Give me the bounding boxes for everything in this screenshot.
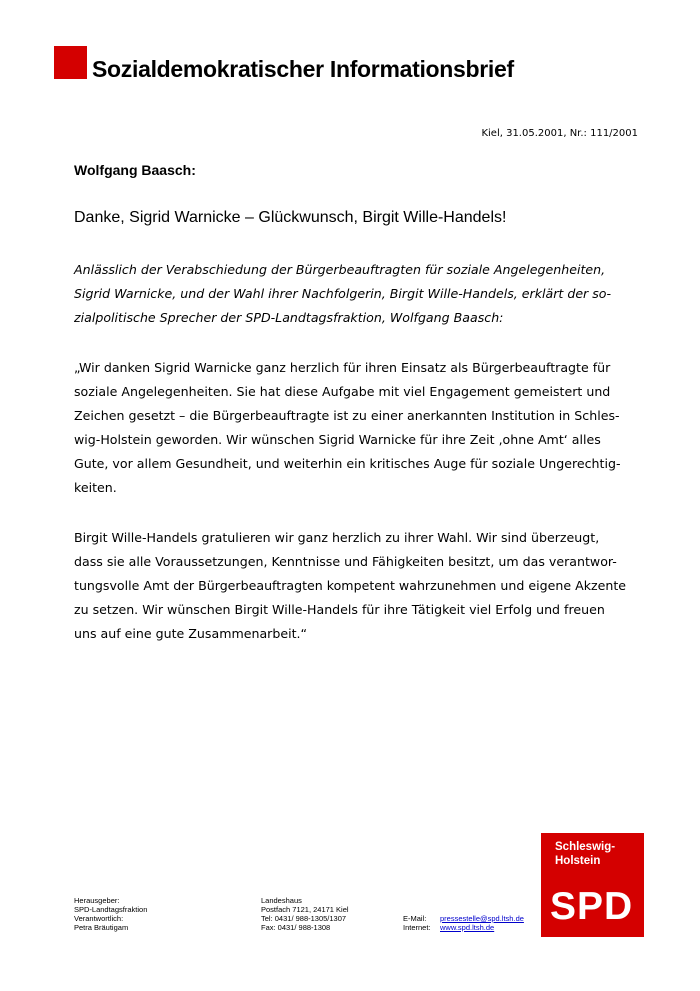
footer-line: Herausgeber: [74,896,120,905]
footer-line: SPD-Landtagsfraktion [74,905,148,914]
body-line: Zeichen gesetzt – die Bürgerbeauftragte ist zu einer anerkannten Institution in Schles- [74,408,620,423]
article-headline: Danke, Sigrid Warnicke – Glückwunsch, Birgit Wille-Handels! [74,209,507,226]
intro-paragraph [74,258,634,330]
body-line: „Wir danken Sigrid Warnicke ganz herzlich für ihren Einsatz als Bürgerbeauftragte für [74,360,611,375]
body-line: uns auf eine gute Zusammenarbeit.“ [74,626,308,641]
spd-region-name [555,840,615,868]
spd-wordmark: SPD [550,885,634,928]
body-line: soziale Angelegenheiten. Sie hat diese Aufgabe mit viel Engagement gemeistert und [74,384,611,399]
body-line: keiten. [74,480,117,495]
quote-paragraph-1 [74,356,634,500]
intro-line: Sigrid Warnicke, und der Wahl ihrer Nachfolgerin, Birgit Wille-Handels, erklärt der so- [74,286,612,301]
email-link[interactable]: pressestelle@spd.ltsh.de [440,914,524,923]
body-line: Gute, vor allem Gesundheit, und weiterhin ein kritisches Auge für soziale Ungerechtig- [74,456,621,471]
footer-line: Tel: 0431/ 988-1305/1307 [261,914,347,923]
email-label: E-Mail: [403,914,427,923]
internet-label: Internet: [403,923,431,932]
body-line: zu setzen. Wir wünschen Birgit Wille-Handels für ihre Tätigkeit viel Erfolg und freuen [74,602,605,617]
footer-address [261,896,349,932]
footer-contact [403,914,524,932]
spd-logo [541,833,644,937]
body-line: tungsvolle Amt der Bürgerbeauftragten kompetent wahrzunehmen und eigene Akzente [74,578,627,593]
body-line: dass sie alle Voraussetzungen, Kenntnisse und Fähigkeiten besitzt, um das verantwor- [74,554,617,569]
newsletter-title: Sozialdemokratischer Informationsbrief [92,56,514,82]
footer-publisher [74,896,147,932]
footer-line: Fax: 0431/ 988-1308 [261,923,331,932]
region-line: Holstein [555,855,601,867]
footer-line: Landeshaus [261,896,302,905]
internet-row [403,923,524,932]
footer-line: Petra Bräutigam [74,923,129,932]
body-line: wig-Holstein geworden. Wir wünschen Sigrid Warnicke für ihre Zeit ‚ohne Amt‘ alles [74,432,601,447]
date-and-number: Kiel, 31.05.2001, Nr.: 111/2001 [481,128,638,139]
footer-line: Postfach 7121, 24171 Kiel [261,905,349,914]
header-red-square [54,46,87,79]
quote-paragraph-2 [74,526,634,646]
region-line: Schleswig- [555,841,616,853]
body-line: Birgit Wille-Handels gratulieren wir ganz herzlich zu ihrer Wahl. Wir sind überzeugt, [74,530,600,545]
author-name: Wolfgang Baasch: [74,162,196,178]
intro-line: Anlässlich der Verabschiedung der Bürgerbeauftragten für soziale Angelegenheiten, [74,262,606,277]
website-link[interactable]: www.spd.ltsh.de [440,923,495,932]
footer-line: Verantwortlich: [74,914,124,923]
intro-line: zialpolitische Sprecher der SPD-Landtagsfraktion, Wolfgang Baasch: [74,310,504,325]
email-row [403,914,524,923]
